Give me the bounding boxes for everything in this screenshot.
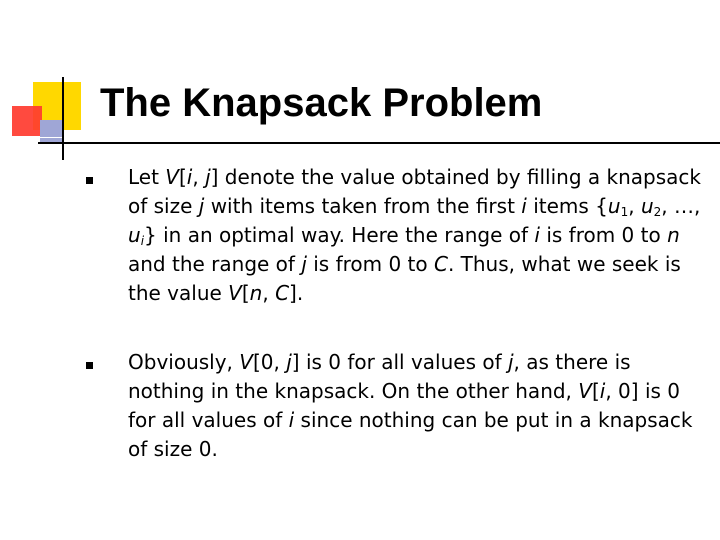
bullet-marker-1 bbox=[86, 177, 93, 184]
accent-rule bbox=[36, 137, 62, 138]
slide-title: The Knapsack Problem bbox=[100, 81, 543, 125]
bullet-paragraph-2: Obviously, V[0, j] is 0 for all values of j, as there is nothing in the knapsack. On the other hand, V[i, 0] is 0 for all values of i since nothing can be put in a knapsack of size 0. bbox=[128, 350, 693, 461]
title-underline-rule bbox=[38, 142, 720, 144]
red-square-decoration bbox=[12, 106, 42, 136]
vertical-rule bbox=[62, 77, 64, 160]
bullet-marker-2 bbox=[86, 362, 93, 369]
bullet-paragraph-1: Let V[i, j] denote the value obtained by filling a knapsack of size j with items taken from the first i items {$u_1$, $u_2$, …, $u_i$} in an optimal way. Here the range of i is from 0 to n and the range of j is from 0 to C. Thus, what we seek is the value V[n, C]. bbox=[128, 165, 701, 305]
blue-square-decoration bbox=[40, 120, 62, 142]
